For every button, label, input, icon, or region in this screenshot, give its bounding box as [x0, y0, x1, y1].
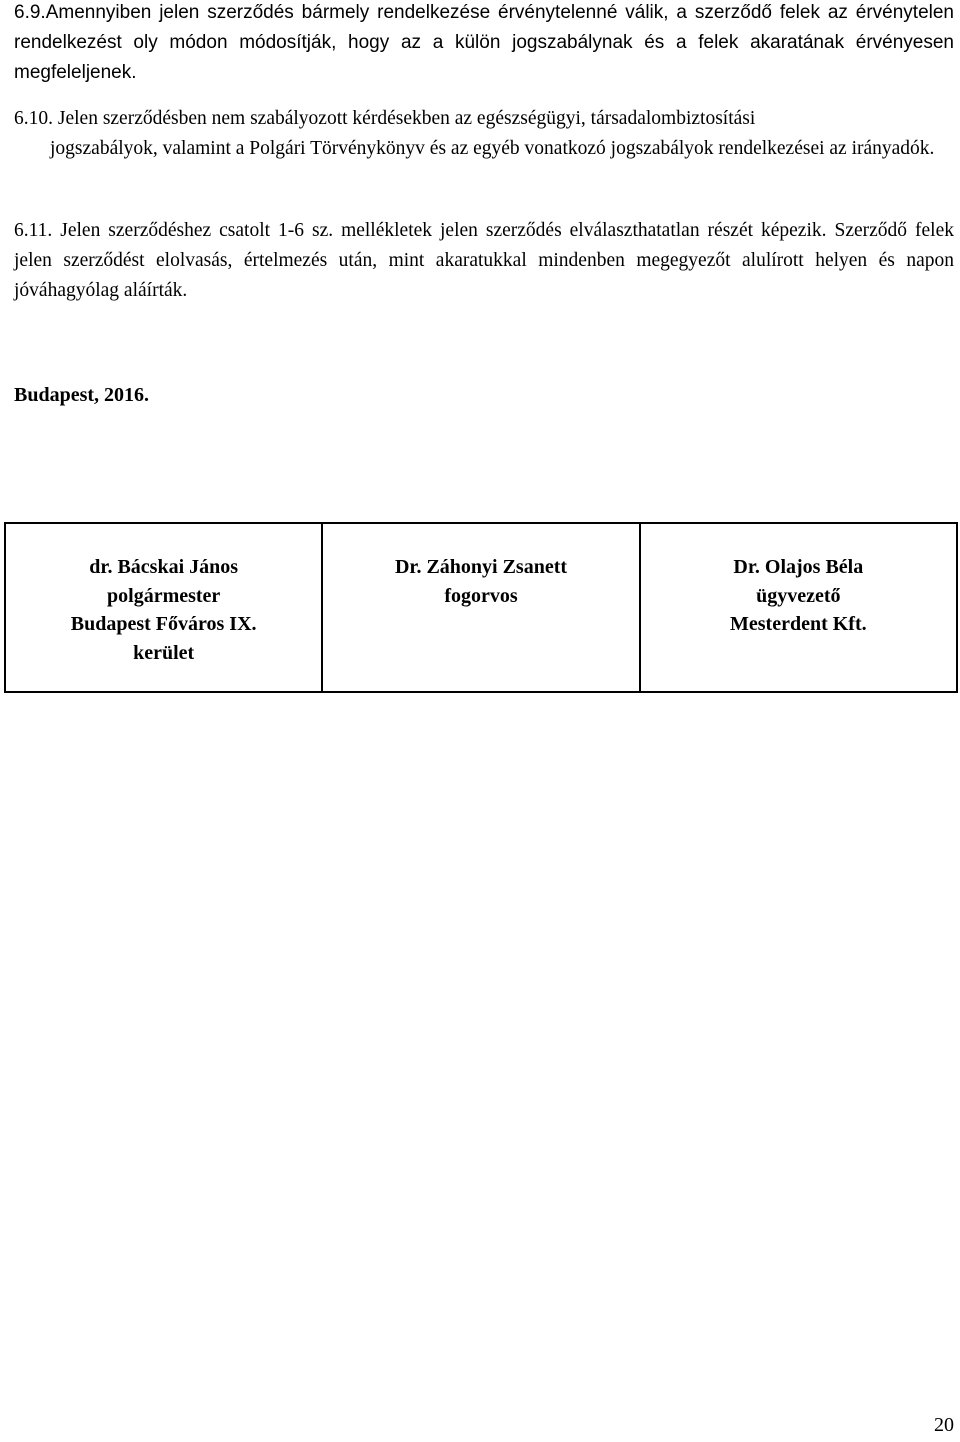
- signatory-3-title: ügyvezető: [756, 584, 841, 607]
- page-number: 20: [934, 1414, 954, 1436]
- signatory-2-title: fogorvos: [444, 584, 518, 607]
- signature-table: [4, 522, 958, 693]
- paragraph-6-10: [14, 104, 954, 164]
- signatory-cell-1: [5, 523, 322, 692]
- signature-row: [5, 523, 957, 692]
- signatory-3-name: Dr. Olajos Béla: [733, 556, 864, 578]
- signatory-3-organization-line-1: Mesterdent Kft.: [730, 613, 867, 635]
- paragraph-6-10-first-line: 6.10. Jelen szerződésben nem szabályozott kérdésekben az egészségügyi, társadalombiztosítási: [14, 108, 756, 129]
- paragraph-6-11: 6.11. Jelen szerződéshez csatolt 1-6 sz. mellékletek jelen szerződés elválaszthatatlan részét képezik. Szerződő felek jelen szerződést elolvasás, értelmezés után, mint akaratukkal mindenben megegyezőt alulírott helyen és napon jóváhagyólag aláírták.: [14, 220, 954, 301]
- paragraph-6-9-number: 6.9.: [14, 2, 46, 23]
- signatory-cell-3: [640, 523, 957, 692]
- signatory-1-organization-line-2: kerület: [133, 641, 195, 664]
- signatory-1-organization-line-1: Budapest Főváros IX.: [70, 613, 257, 635]
- paragraph-6-9-text: Amennyiben jelen szerződés bármely rendelkezése érvénytelenné válik, a szerződő felek az érvénytelen rendelkezést oly módon módosítják, hogy az a külön jogszabálynak és a felek akaratának érvényesen megfeleljenek.: [14, 2, 954, 83]
- signatory-cell-2: [322, 523, 639, 692]
- paragraph-6-10-continuation: jogszabályok, valamint a Polgári Törvénykönyv és az egyéb vonatkozó jogszabályok rendelkezései az irányadók.: [50, 138, 935, 159]
- place-and-date: Budapest, 2016.: [14, 384, 150, 406]
- signatory-2-name: Dr. Záhonyi Zsanett: [394, 556, 568, 578]
- paragraph-6-9: [14, 0, 954, 88]
- signatory-1-name: dr. Bácskai János: [89, 556, 239, 578]
- signatory-1-title: polgármester: [107, 584, 221, 607]
